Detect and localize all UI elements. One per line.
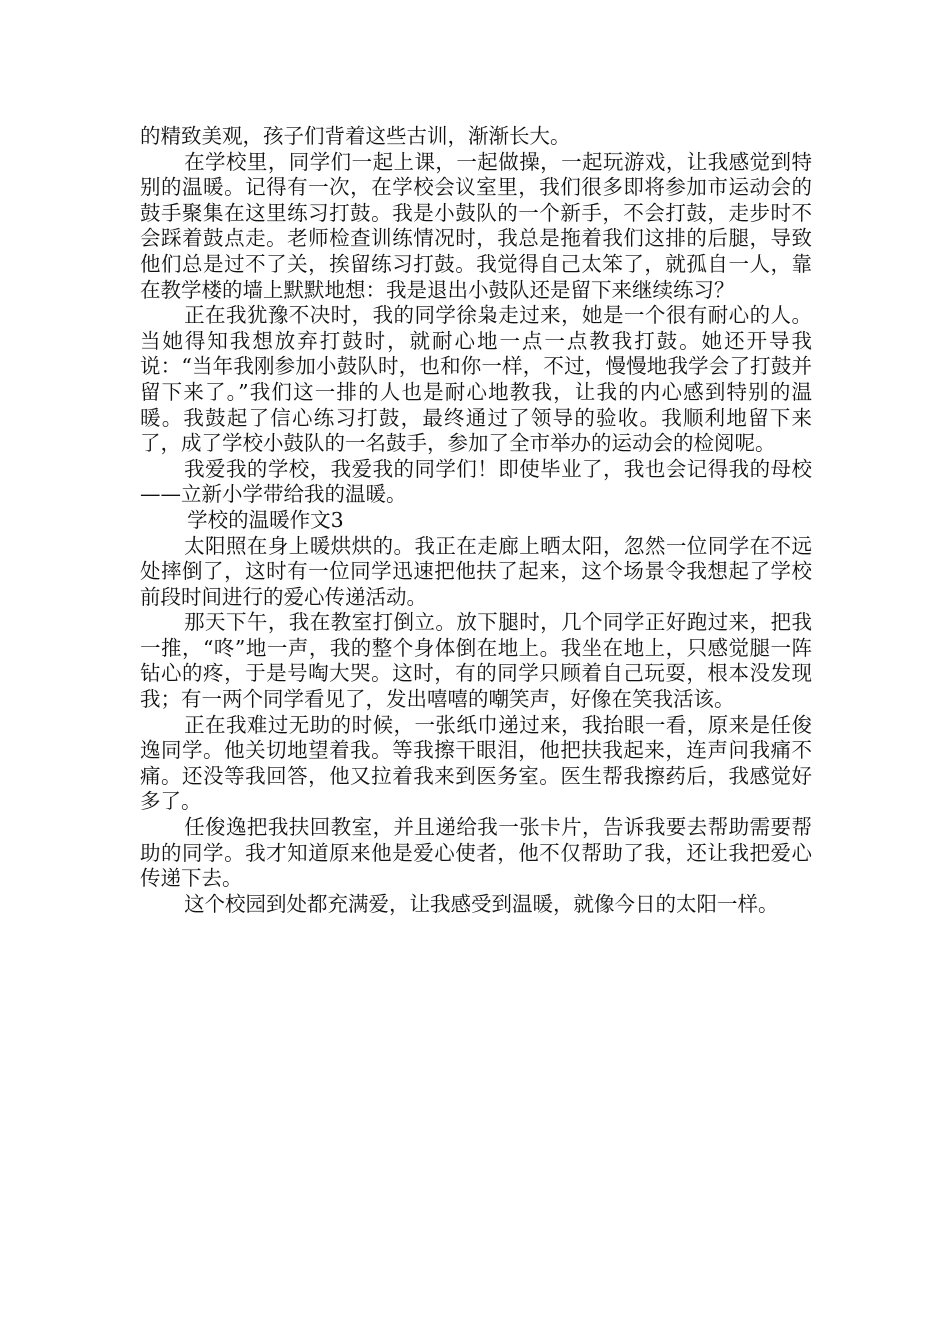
essay-heading: 学校的温暖作文3 (187, 507, 344, 532)
paragraph-classmate-help: 正在我犹豫不决时，我的同学徐枭走过来，她是一个很有耐心的人。当她得知我想放弃打鼓时，就耐心地一点一点教我打鼓。她还开导我说：“当年我刚参加小鼓队时，也和你一样，不过，慢慢地我学会了打鼓并留下来了。”我们这一排的人也是耐心地教我，让我的内心感到特别的温暖。我鼓起了信心练习打鼓，最终通过了领导的验收。我顺利地留下来了，成了学校小鼓队的一名鼓手，参加了全市举办的运动会的检阅呢。 (140, 303, 812, 456)
paragraph-continuation: 的精致美观，孩子们背着这些古训，渐渐长大。 (140, 124, 571, 148)
paragraph-love-messenger: 任俊逸把我扶回教室，并且递给我一张卡片，告诉我要去帮助需要帮助的同学。我才知道原来他是爱心使者，他不仅帮助了我，还让我把爱心传递下去。 (140, 815, 812, 891)
document-page (140, 124, 812, 917)
paragraph-fall-down: 那天下午，我在教室打倒立。放下腿时，几个同学正好跑过来，把我一推，“咚”地一声，我的整个身体倒在地上。我坐在地上，只感觉腿一阵钻心的疼，于是号啕大哭。这时，有的同学只顾着自己玩耍，根本没发现我；有一两个同学看见了，发出嘻嘻的嘲笑声，好像在笑我活该。 (140, 610, 812, 712)
paragraph-drum-practice: 在学校里，同学们一起上课，一起做操，一起玩游戏，让我感觉到特别的温暖。记得有一次，在学校会议室里，我们很多即将参加市运动会的鼓手聚集在这里练习打鼓。我是小鼓队的一个新手，不会打鼓，走步时不会踩着鼓点走。老师检查训练情况时，我总是拖着我们这排的后腿，导致他们总是过不了关，挨留练习打鼓。我觉得自己太笨了，就孤自一人，靠在教学楼的墙上默默地想：我是退出小鼓队还是留下来继续练习？ (140, 149, 812, 302)
paragraph-conclusion: 这个校园到处都充满爱，让我感受到温暖，就像今日的太阳一样。 (184, 891, 779, 916)
paragraph-sunshine: 太阳照在身上暖烘烘的。我正在走廊上晒太阳，忽然一位同学在不远处摔倒了，这时有一位同学迅速把他扶了起来，这个场景令我想起了学校前段时间进行的爱心传递活动。 (140, 533, 812, 609)
paragraph-love-school: 我爱我的学校，我爱我的同学们！即使毕业了，我也会记得我的母校——立新小学带给我的温暖。 (140, 456, 812, 507)
paragraph-tissue: 正在我难过无助的时候，一张纸巾递过来，我抬眼一看，原来是任俊逸同学。他关切地望着我。等我擦干眼泪，他把扶我起来，连声问我痛不痛。还没等我回答，他又拉着我来到医务室。医生帮我擦药后，我感觉好多了。 (140, 712, 812, 814)
